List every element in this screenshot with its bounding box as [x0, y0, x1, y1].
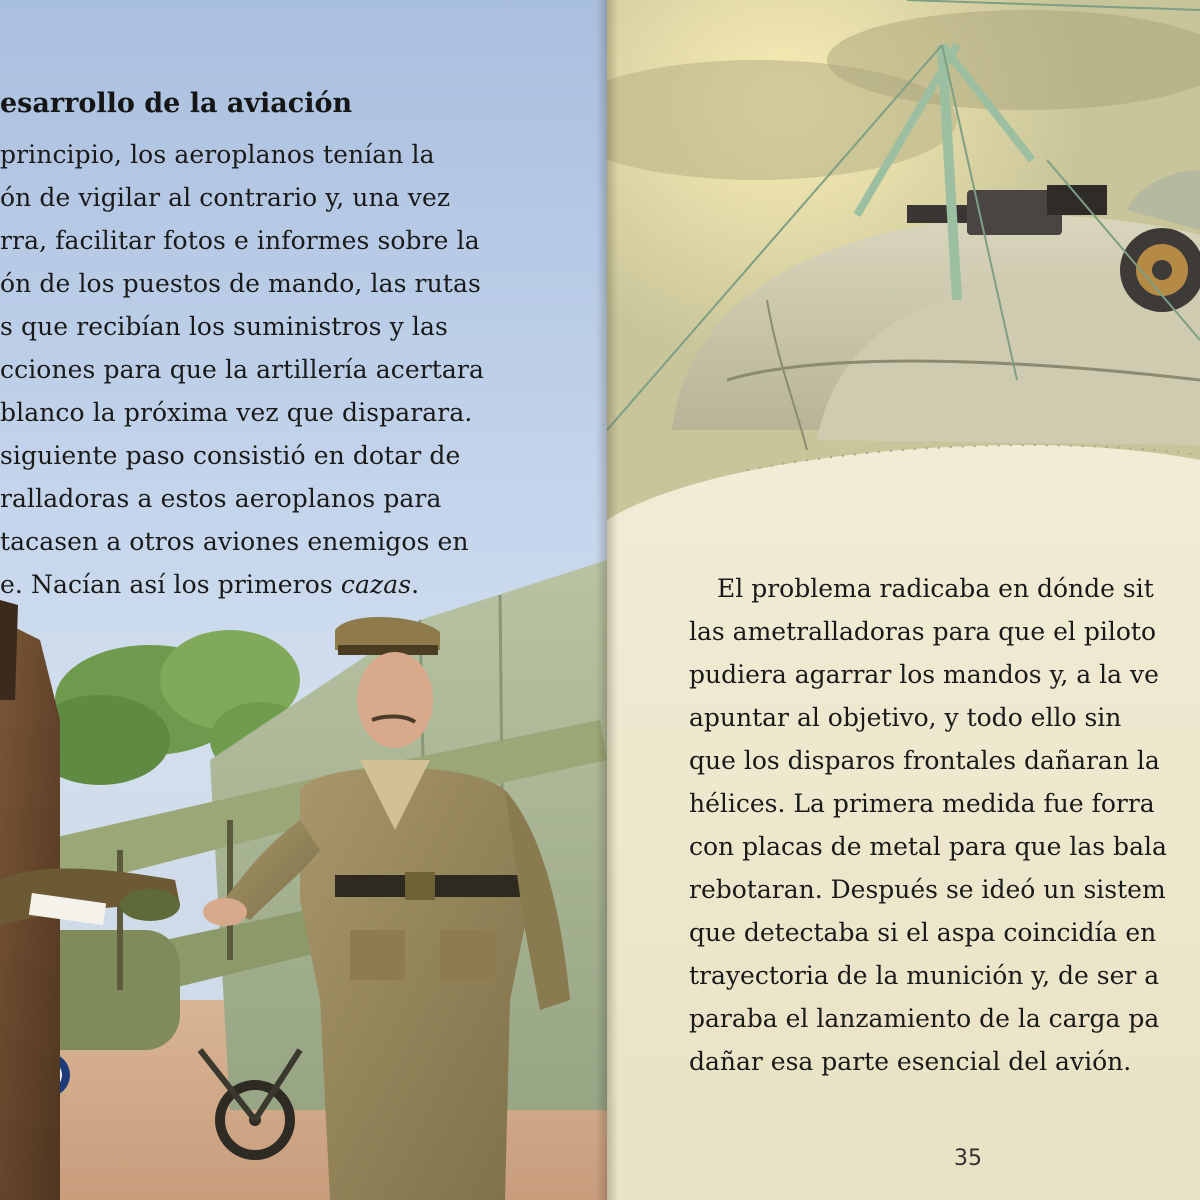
last-line-period: . — [411, 570, 420, 599]
paragraph-line: siguiente paso consistió en dotar de — [0, 441, 461, 470]
paragraph-line: las ametralladoras para que el piloto — [689, 617, 1157, 646]
paragraph-line: rra, facilitar fotos e informes sobre la — [0, 226, 480, 255]
paragraph-line: que los disparos frontales dañaran la — [689, 746, 1160, 775]
paragraph-line: pudiera agarrar los mandos y, a la ve — [689, 660, 1159, 689]
emphasis-cazas: cazas — [340, 570, 412, 599]
left-text-block — [0, 0, 607, 600]
paragraph-line: que detectaba si el aspa coincidía en — [689, 918, 1157, 947]
paragraph-line: blanco la próxima vez que disparara. — [0, 398, 473, 427]
paragraph-line: principio, los aeroplanos tenían la — [0, 140, 435, 169]
paragraph-line: ón de los puestos de mando, las rutas — [0, 269, 481, 298]
paragraph-line: con placas de metal para que las bala — [689, 832, 1167, 861]
paragraph-line: apuntar al objetivo, y todo ello sin — [689, 703, 1122, 732]
paragraph-line: tacasen a otros aviones enemigos en — [0, 527, 469, 556]
paragraph-line: ón de vigilar al contrario y, una vez — [0, 183, 451, 212]
right-text-block — [607, 0, 1200, 1200]
paragraph-last-line — [0, 570, 419, 599]
paragraph-line: hélices. La primera medida fue forra — [689, 789, 1155, 818]
paragraph-line: ralladoras a estos aeroplanos para — [0, 484, 442, 513]
paragraph-line: cciones para que la artillería acertara — [0, 355, 484, 384]
paragraph-line: rebotaran. Después se ideó un sistem — [689, 875, 1166, 904]
paragraph-line: paraba el lanzamiento de la carga pa — [689, 1004, 1160, 1033]
section-heading: esarrollo de la aviación — [0, 88, 353, 119]
last-line-text: e. Nacían así los primeros — [0, 570, 341, 599]
paragraph-line: trayectoria de la munición y, de ser a — [689, 961, 1160, 990]
paragraph-line: s que recibían los suministros y las — [0, 312, 448, 341]
page-number: 35 — [954, 1146, 982, 1171]
right-page — [607, 0, 1200, 1200]
paragraph-line: El problema radicaba en dónde sit — [717, 574, 1154, 603]
paragraph-line: dañar esa parte esencial del avión. — [689, 1047, 1132, 1076]
